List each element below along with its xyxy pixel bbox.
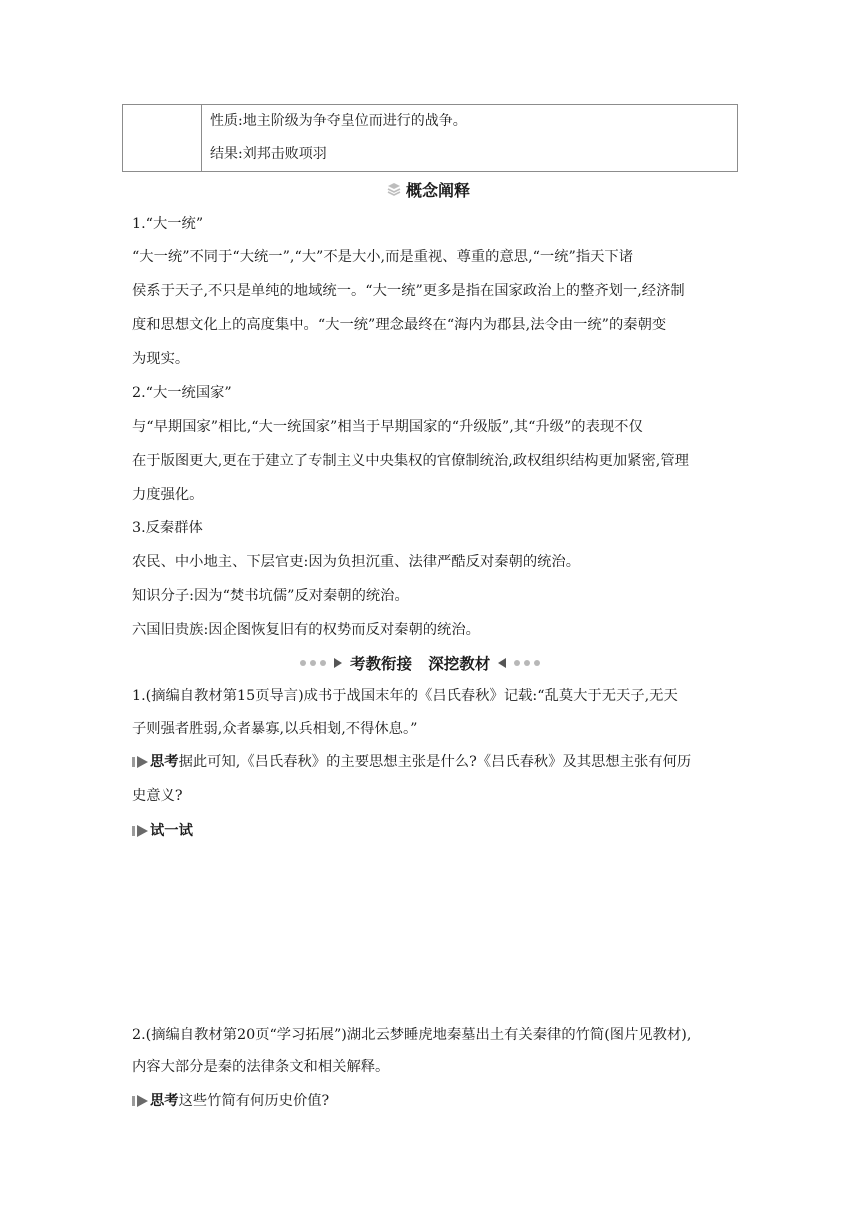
concept-heading-text: 概念阐释 xyxy=(406,180,471,200)
q2-line-1: 2.(摘编自教材第20页“学习拓展”)湖北云梦睡虎地秦墓出土有关秦律的竹简(图片见教材), xyxy=(132,1027,692,1043)
exam-heading xyxy=(300,652,540,674)
dots-left-icon xyxy=(300,660,326,666)
item1-line-4: 为现实。 xyxy=(132,351,190,367)
item3-title: 3.反秦群体 xyxy=(132,520,203,536)
summary-table xyxy=(122,104,738,172)
table-label-cell xyxy=(123,105,202,172)
think-label: 思考 xyxy=(150,754,179,770)
play-marker-icon xyxy=(132,755,150,769)
item1-line-3: 度和思想文化上的高度集中。“大一统”理念最终在“海内为郡县,法令由一统”的秦朝变 xyxy=(132,317,667,333)
table-row-nature: 性质:地主阶级为争夺皇位而进行的战争。 xyxy=(210,113,467,129)
arrow-left-icon xyxy=(496,657,508,669)
table-row-result: 结果:刘邦击败项羽 xyxy=(210,146,327,162)
item1-line-2: 侯系于天子,不只是单纯的地域统一。“大一统”更多是指在国家政治上的整齐划一,经济制 xyxy=(132,283,685,299)
item3-line-1: 农民、中小地主、下层官吏:因为负担沉重、法律严酷反对秦朝的统治。 xyxy=(132,554,581,570)
item1-title: 1.“大一统” xyxy=(132,216,204,232)
q1-think xyxy=(132,754,742,771)
q1-think-text: 据此可知,《吕氏春秋》的主要思想主张是什么?《吕氏春秋》及其思想主张有何历 xyxy=(178,754,692,770)
arrow-right-icon xyxy=(332,657,344,669)
try-label: 试一试 xyxy=(150,823,193,839)
exam-heading-text: 考教衔接 深挖教材 xyxy=(350,655,491,673)
q2-think xyxy=(132,1093,742,1110)
item3-line-3: 六国旧贵族:因企图恢复旧有的权势而反对秦朝的统治。 xyxy=(132,622,480,638)
concept-heading xyxy=(386,178,470,200)
layers-icon xyxy=(386,181,402,197)
item2-line-1: 与“早期国家”相比,“大一统国家”相当于早期国家的“升级版”,其“升级”的表现不仅 xyxy=(132,419,643,435)
q2-think-text: 这些竹简有何历史价值? xyxy=(178,1093,330,1109)
item3-line-2: 知识分子:因为“焚书坑儒”反对秦朝的统治。 xyxy=(132,588,409,604)
item1-line-1: “大一统”不同于“大统一”,“大”不是大小,而是重视、尊重的意思,“一统”指天下诸 xyxy=(132,249,634,265)
q2-line-2: 内容大部分是秦的法律条文和相关解释。 xyxy=(132,1059,390,1075)
dots-right-icon xyxy=(514,660,540,666)
table-content-cell xyxy=(202,105,738,172)
try-label-row xyxy=(132,823,742,840)
q1-line-2: 子则强者胜弱,众者暴寡,以兵相刬,不得休息。” xyxy=(132,721,418,737)
play-marker-icon xyxy=(132,824,150,838)
q1-think-line-2: 史意义? xyxy=(132,788,183,804)
q1-line-1: 1.(摘编自教材第15页导言)成书于战国末年的《吕氏春秋》记载:“乱莫大于无天子,无天 xyxy=(132,688,678,704)
item2-title: 2.“大一统国家” xyxy=(132,385,232,401)
item2-line-2: 在于版图更大,更在于建立了专制主义中央集权的官僚制统治,政权组织结构更加紧密,管理 xyxy=(132,453,689,469)
play-marker-icon xyxy=(132,1094,150,1108)
item2-line-3: 力度强化。 xyxy=(132,487,204,503)
think-label: 思考 xyxy=(150,1093,179,1109)
